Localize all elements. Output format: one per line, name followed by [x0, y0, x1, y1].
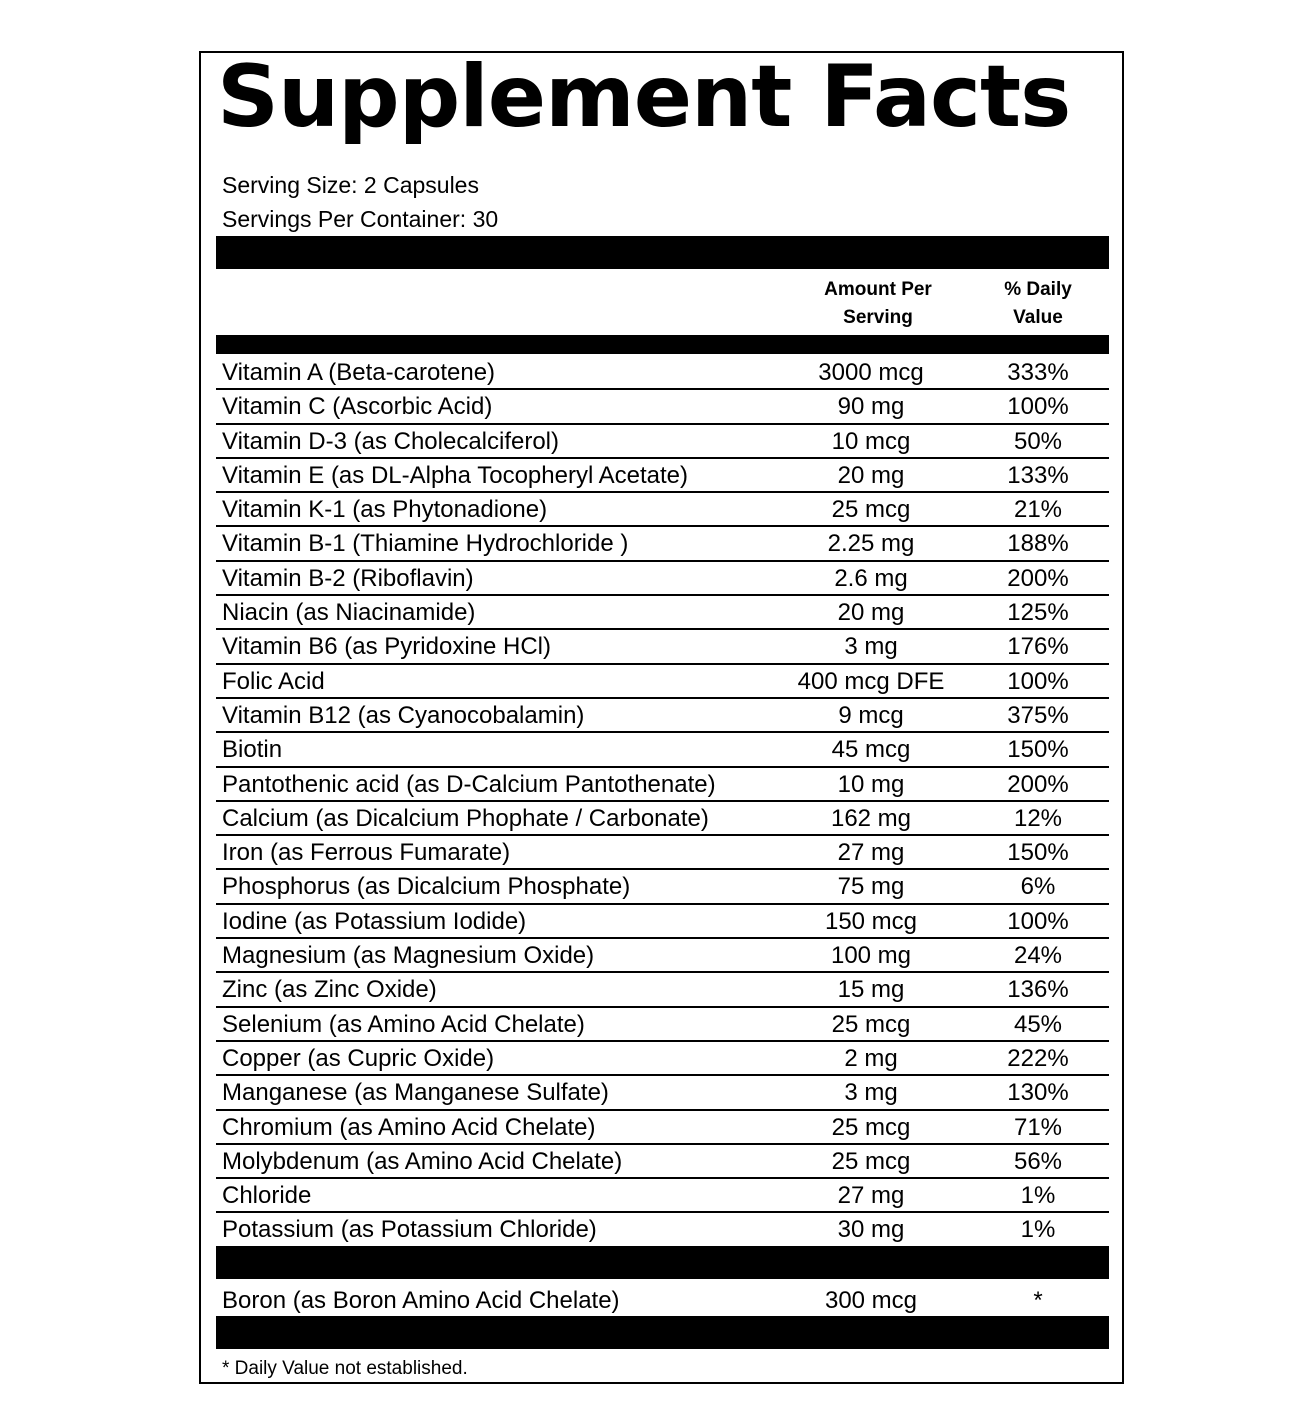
nutrient-name: Vitamin B6 (as Pyridoxine HCl)	[222, 633, 552, 661]
thick-divider-header	[216, 335, 1109, 354]
serving-size: Serving Size: 2 Capsules	[222, 172, 479, 198]
nutrient-daily-value: 1%	[1020, 1182, 1056, 1210]
column-header-amount	[786, 276, 970, 332]
nutrient-daily-value: 100%	[1007, 393, 1069, 421]
nutrient-daily-value: 100%	[1007, 667, 1069, 695]
other-ingredient-name: Boron (as Boron Amino Acid Chelate)	[222, 1287, 620, 1314]
nutrient-amount: 25 mcg	[831, 1113, 911, 1141]
servings-per-container: Servings Per Container: 30	[222, 206, 499, 232]
table-row	[216, 768, 1109, 802]
table-row	[216, 802, 1109, 836]
nutrient-daily-value: 375%	[1007, 701, 1069, 729]
thick-divider-other	[216, 1246, 1109, 1279]
nutrient-name: Chromium (as Amino Acid Chelate)	[222, 1113, 596, 1141]
nutrient-daily-value: 24%	[1013, 942, 1063, 970]
table-row	[216, 630, 1109, 664]
nutrient-table	[216, 356, 1109, 1248]
nutrient-daily-value: 130%	[1007, 1079, 1069, 1107]
table-row	[216, 390, 1109, 424]
nutrient-daily-value: 133%	[1007, 461, 1069, 489]
nutrient-amount: 90 mg	[837, 393, 905, 421]
column-header-dv-line1: % Daily	[1004, 279, 1072, 300]
column-header-daily-value	[978, 276, 1098, 332]
table-row	[216, 527, 1109, 561]
other-ingredient-row	[216, 1284, 1109, 1316]
table-row	[216, 493, 1109, 527]
table-row	[216, 733, 1109, 767]
table-row	[216, 596, 1109, 630]
nutrient-daily-value: 150%	[1007, 736, 1069, 764]
table-row	[216, 562, 1109, 596]
nutrient-daily-value: 71%	[1013, 1113, 1063, 1141]
nutrient-amount: 2.25 mg	[827, 530, 915, 558]
nutrient-name: Niacin (as Niacinamide)	[222, 599, 476, 627]
nutrient-name: Calcium (as Dicalcium Phophate / Carbonate)	[222, 804, 709, 832]
nutrient-name: Vitamin E (as DL-Alpha Tocopheryl Acetate)	[222, 461, 689, 489]
nutrient-name: Zinc (as Zinc Oxide)	[222, 976, 437, 1004]
table-row	[216, 905, 1109, 939]
nutrient-name: Pantothenic acid (as D-Calcium Pantothenate)	[222, 770, 716, 798]
nutrient-amount: 3000 mcg	[818, 359, 924, 386]
nutrient-amount: 2 mg	[844, 1044, 898, 1072]
nutrient-daily-value: 12%	[1013, 804, 1063, 832]
nutrient-name: Vitamin B12 (as Cyanocobalamin)	[222, 701, 585, 729]
nutrient-daily-value: 333%	[1007, 359, 1069, 386]
table-row	[216, 973, 1109, 1007]
nutrient-name: Iodine (as Potassium Iodide)	[222, 907, 527, 935]
table-row	[216, 425, 1109, 459]
nutrient-name: Vitamin B-2 (Riboflavin)	[222, 564, 474, 592]
nutrient-daily-value: 136%	[1007, 976, 1069, 1004]
table-row	[216, 1145, 1109, 1179]
nutrient-daily-value: 150%	[1007, 839, 1069, 867]
nutrient-amount: 27 mg	[837, 1182, 905, 1210]
nutrient-amount: 15 mg	[837, 976, 905, 1004]
nutrient-amount: 75 mg	[837, 873, 905, 901]
table-row	[216, 1076, 1109, 1110]
column-header-dv-line2: Value	[1013, 307, 1063, 328]
nutrient-daily-value: 45%	[1013, 1010, 1063, 1038]
table-row	[216, 870, 1109, 904]
nutrient-name: Biotin	[222, 736, 283, 764]
nutrient-daily-value: 100%	[1007, 907, 1069, 935]
nutrient-daily-value: 56%	[1013, 1147, 1063, 1175]
nutrient-amount: 10 mcg	[831, 427, 911, 455]
nutrient-amount: 9 mcg	[838, 701, 904, 729]
nutrient-amount: 25 mcg	[831, 1147, 911, 1175]
nutrient-name: Iron (as Ferrous Fumarate)	[222, 839, 511, 867]
nutrient-daily-value: 200%	[1007, 564, 1069, 592]
nutrient-name: Vitamin D-3 (as Cholecalciferol)	[222, 427, 560, 455]
table-row	[216, 1111, 1109, 1145]
table-row	[216, 1008, 1109, 1042]
nutrient-amount: 150 mcg	[824, 907, 918, 935]
nutrient-amount: 3 mg	[844, 1079, 898, 1107]
nutrient-name: Magnesium (as Magnesium Oxide)	[222, 942, 595, 970]
nutrient-amount: 162 mg	[830, 804, 912, 832]
nutrient-amount: 20 mg	[837, 599, 905, 627]
nutrient-daily-value: 50%	[1013, 427, 1063, 455]
nutrient-amount: 10 mg	[837, 770, 905, 798]
other-ingredient-amount: 300 mcg	[824, 1287, 918, 1314]
table-row	[216, 699, 1109, 733]
nutrient-name: Molybdenum (as Amino Acid Chelate)	[222, 1147, 623, 1175]
table-row	[216, 1213, 1109, 1247]
table-row	[216, 939, 1109, 973]
nutrient-name: Vitamin K-1 (as Phytonadione)	[222, 496, 548, 524]
nutrient-name: Chloride	[222, 1182, 312, 1210]
table-row	[216, 356, 1109, 390]
table-row	[216, 459, 1109, 493]
nutrient-name: Folic Acid	[222, 667, 325, 695]
column-header-amount-line2: Serving	[843, 307, 913, 328]
table-row	[216, 665, 1109, 699]
nutrient-daily-value: 200%	[1007, 770, 1069, 798]
nutrient-amount: 30 mg	[837, 1216, 905, 1244]
nutrient-amount: 2.6 mg	[834, 564, 908, 592]
nutrient-amount: 100 mg	[830, 942, 912, 970]
nutrient-amount: 45 mcg	[831, 736, 911, 764]
nutrient-amount: 3 mg	[844, 633, 898, 661]
table-row	[216, 836, 1109, 870]
nutrient-daily-value: 6%	[1020, 873, 1056, 901]
nutrient-amount: 27 mg	[837, 839, 905, 867]
nutrient-amount: 25 mcg	[831, 1010, 911, 1038]
footnote: * Daily Value not established.	[222, 1358, 468, 1379]
nutrient-amount: 25 mcg	[831, 496, 911, 524]
thick-divider-top	[216, 236, 1109, 269]
table-row	[216, 1179, 1109, 1213]
nutrient-daily-value: 176%	[1007, 633, 1069, 661]
nutrient-name: Phosphorus (as Dicalcium Phosphate)	[222, 873, 631, 901]
nutrient-amount: 20 mg	[837, 461, 905, 489]
nutrient-name: Selenium (as Amino Acid Chelate)	[222, 1010, 585, 1038]
nutrient-daily-value: 188%	[1007, 530, 1069, 558]
nutrient-daily-value: 222%	[1007, 1044, 1069, 1072]
table-row	[216, 1042, 1109, 1076]
nutrient-name: Vitamin A (Beta-carotene)	[222, 359, 496, 386]
nutrient-daily-value: 21%	[1013, 496, 1063, 524]
label-title: Supplement Facts	[217, 47, 1071, 147]
thick-divider-bottom	[216, 1316, 1109, 1349]
nutrient-name: Copper (as Cupric Oxide)	[222, 1044, 495, 1072]
nutrient-daily-value: 125%	[1007, 599, 1069, 627]
other-ingredient-daily-value: *	[1033, 1287, 1043, 1314]
nutrient-name: Vitamin C (Ascorbic Acid)	[222, 393, 493, 421]
nutrient-daily-value: 1%	[1020, 1216, 1056, 1244]
nutrient-name: Vitamin B-1 (Thiamine Hydrochloride )	[222, 530, 629, 558]
nutrient-name: Potassium (as Potassium Chloride)	[222, 1216, 597, 1244]
nutrient-name: Manganese (as Manganese Sulfate)	[222, 1079, 609, 1107]
column-header-amount-line1: Amount Per	[824, 279, 932, 300]
nutrient-amount: 400 mcg DFE	[797, 667, 945, 695]
